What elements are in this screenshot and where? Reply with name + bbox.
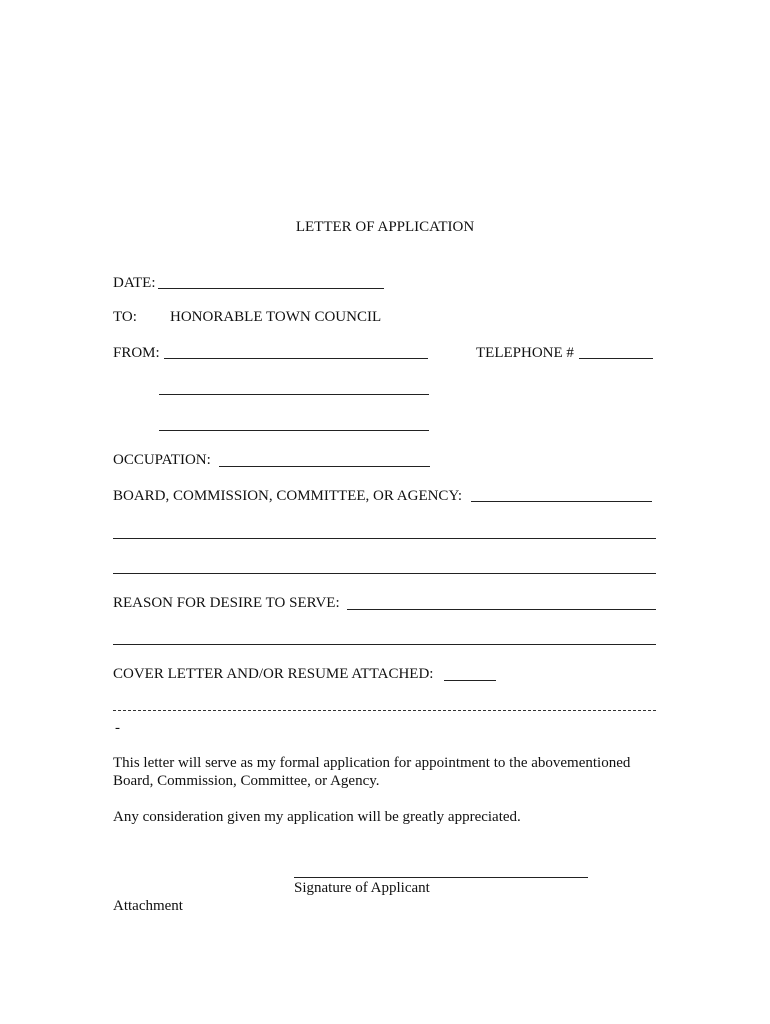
board-field[interactable] [471, 501, 652, 502]
from-field-line-1[interactable] [164, 358, 428, 359]
date-label: DATE: [113, 275, 156, 291]
statement-line-2: Board, Commission, Committee, or Agency. [113, 773, 380, 789]
telephone-label: TELEPHONE # [476, 345, 574, 361]
board-label: BOARD, COMMISSION, COMMITTEE, OR AGENCY: [113, 488, 463, 504]
board-field-line-3[interactable] [113, 573, 656, 574]
cover-letter-field[interactable] [444, 680, 496, 681]
from-field-line-3[interactable] [159, 430, 429, 431]
from-label: FROM: [113, 345, 160, 361]
dashed-separator [113, 710, 656, 711]
date-field[interactable] [158, 288, 384, 289]
occupation-field[interactable] [219, 466, 430, 467]
board-field-line-2[interactable] [113, 538, 656, 539]
document-title: LETTER OF APPLICATION [295, 219, 475, 235]
separator-tail: - [115, 720, 120, 736]
to-recipient: HONORABLE TOWN COUNCIL [170, 309, 382, 325]
signature-field[interactable] [294, 877, 588, 878]
signature-label: Signature of Applicant [294, 880, 430, 896]
reason-field-line-2[interactable] [113, 644, 656, 645]
from-field-line-2[interactable] [159, 394, 429, 395]
reason-label: REASON FOR DESIRE TO SERVE: [113, 595, 340, 611]
to-label: TO: [113, 309, 137, 325]
occupation-label: OCCUPATION: [113, 452, 211, 468]
cover-letter-label: COVER LETTER AND/OR RESUME ATTACHED: [113, 666, 434, 682]
consideration-text: Any consideration given my application will be greatly appreciated. [113, 809, 521, 825]
reason-field[interactable] [347, 609, 656, 610]
telephone-field[interactable] [579, 358, 653, 359]
attachment-label: Attachment [113, 898, 183, 914]
statement-line-1: This letter will serve as my formal application for appointment to the abovementioned [113, 755, 631, 771]
